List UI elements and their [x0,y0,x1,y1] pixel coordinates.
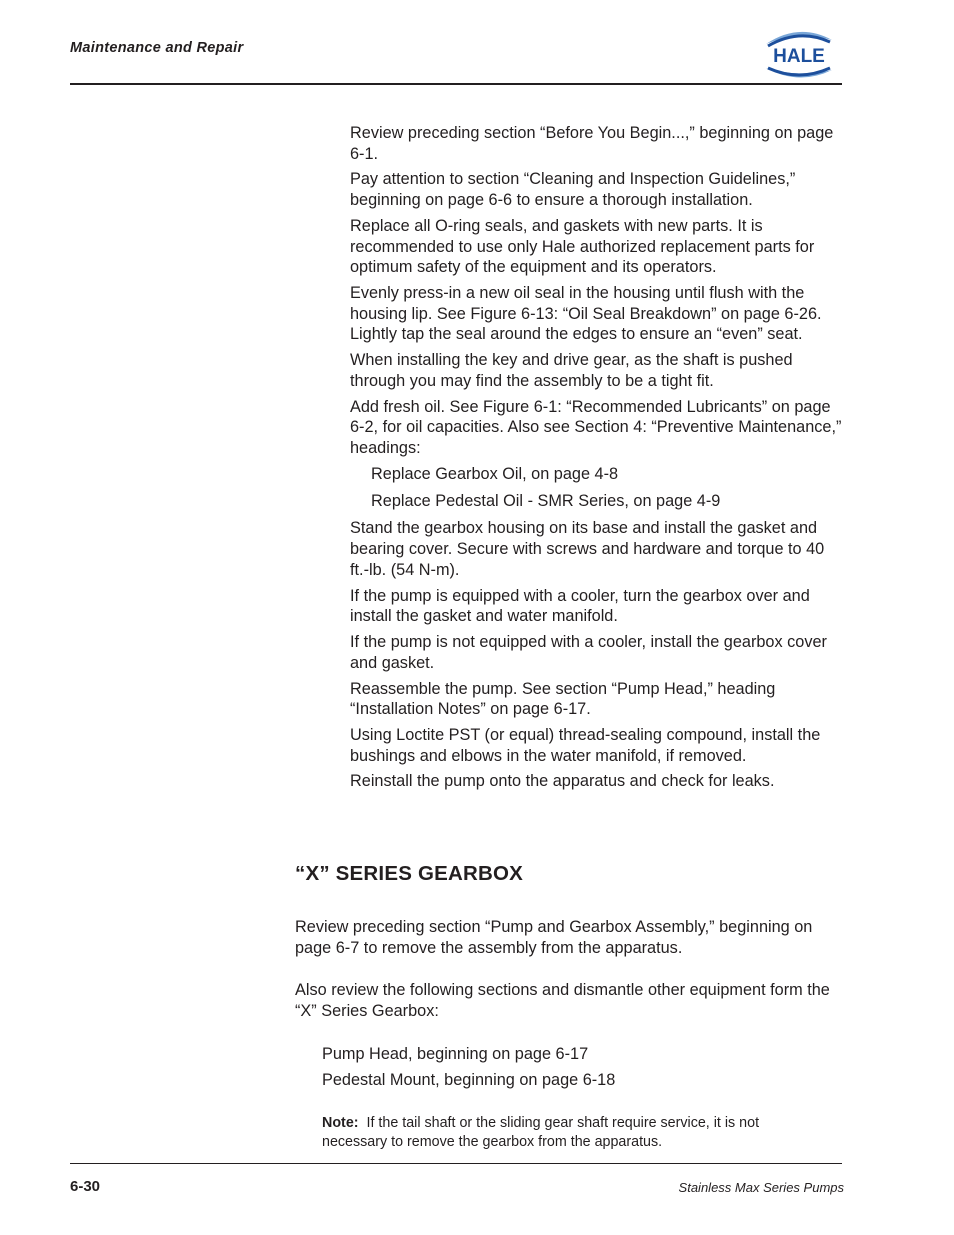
step-item: Evenly press-in a new oil seal in the housing until flush with the housing lip. See Figure 6-13: “Oil Seal Breakdown” on page 6-26. Lightly tap the seal around the edges to ensure an “even” seat. [350,284,822,344]
step-item: Pay attention to section “Cleaning and Inspection Guidelines,” beginning on page 6-6 to ensure a thorough installation. [350,170,796,210]
page-number: 6-30 [70,1178,101,1195]
step-item: If the pump is not equipped with a cooler, install the gearbox cover and gasket. [350,633,827,672]
reference-item: Pump Head, beginning on page 6-17 [322,1045,589,1063]
section-paragraph: Also review the following sections and dismantle other equipment form the “X” Series Gearbox: [295,981,830,1020]
step-item: Stand the gearbox housing on its base and install the gasket and bearing cover. Secure with screws and hardware and torque to 40 ft.-lb. (54 N-m). [350,519,825,579]
header-rule [70,83,842,85]
document-title: Stainless Max Series Pumps [678,1180,844,1195]
step-item: Replace all O-ring seals, and gaskets with new parts. It is recommended to use only Hale authorized replacement parts for optimum safety of the equipment and its operators. [350,216,815,277]
section-paragraph: Review preceding section “Pump and Gearbox Assembly,” beginning on page 6-7 to remove the assembly from the apparatus. [295,918,813,957]
reference-list [322,1044,615,1096]
note-text: If the tail shaft or the sliding gear shaft require service, it is not necessary to remove the gearbox from the apparatus. [322,1115,760,1150]
hale-logo [756,24,842,86]
section-heading: “X” SERIES GEARBOX [295,862,524,885]
step-subitem: Replace Pedestal Oil - SMR Series, on page 4-9 [371,492,721,511]
installation-steps [350,123,845,797]
footer-rule [70,1163,842,1164]
note-label: Note: [322,1115,359,1131]
note-block [322,1114,822,1152]
step-item: When installing the key and drive gear, as the shaft is pushed through you may find the assembly to be a tight fit. [350,351,793,390]
header-section-title: Maintenance and Repair [70,40,244,56]
step-item: Reassemble the pump. See section “Pump Head,” heading “Installation Notes” on page 6-17. [350,679,776,719]
step-item: Reinstall the pump onto the apparatus and check for leaks. [350,772,775,791]
step-subitem: Replace Gearbox Oil, on page 4-8 [371,464,619,483]
reference-item: Pedestal Mount, beginning on page 6-18 [322,1070,616,1089]
step-item: Review preceding section “Before You Begin...,” beginning on page 6-1. [350,124,834,163]
step-item: Add fresh oil. See Figure 6-1: “Recommended Lubricants” on page 6-2, for oil capacities. Also see Section 4: “Preventive Maintenance,” headings: [350,397,842,457]
step-item: Using Loctite PST (or equal) thread-sealing compound, install the bushings and elbows in the water manifold, if removed. [350,726,821,765]
logo-text: HALE [773,46,825,67]
step-item: If the pump is equipped with a cooler, turn the gearbox over and install the gasket and water manifold. [350,586,810,626]
